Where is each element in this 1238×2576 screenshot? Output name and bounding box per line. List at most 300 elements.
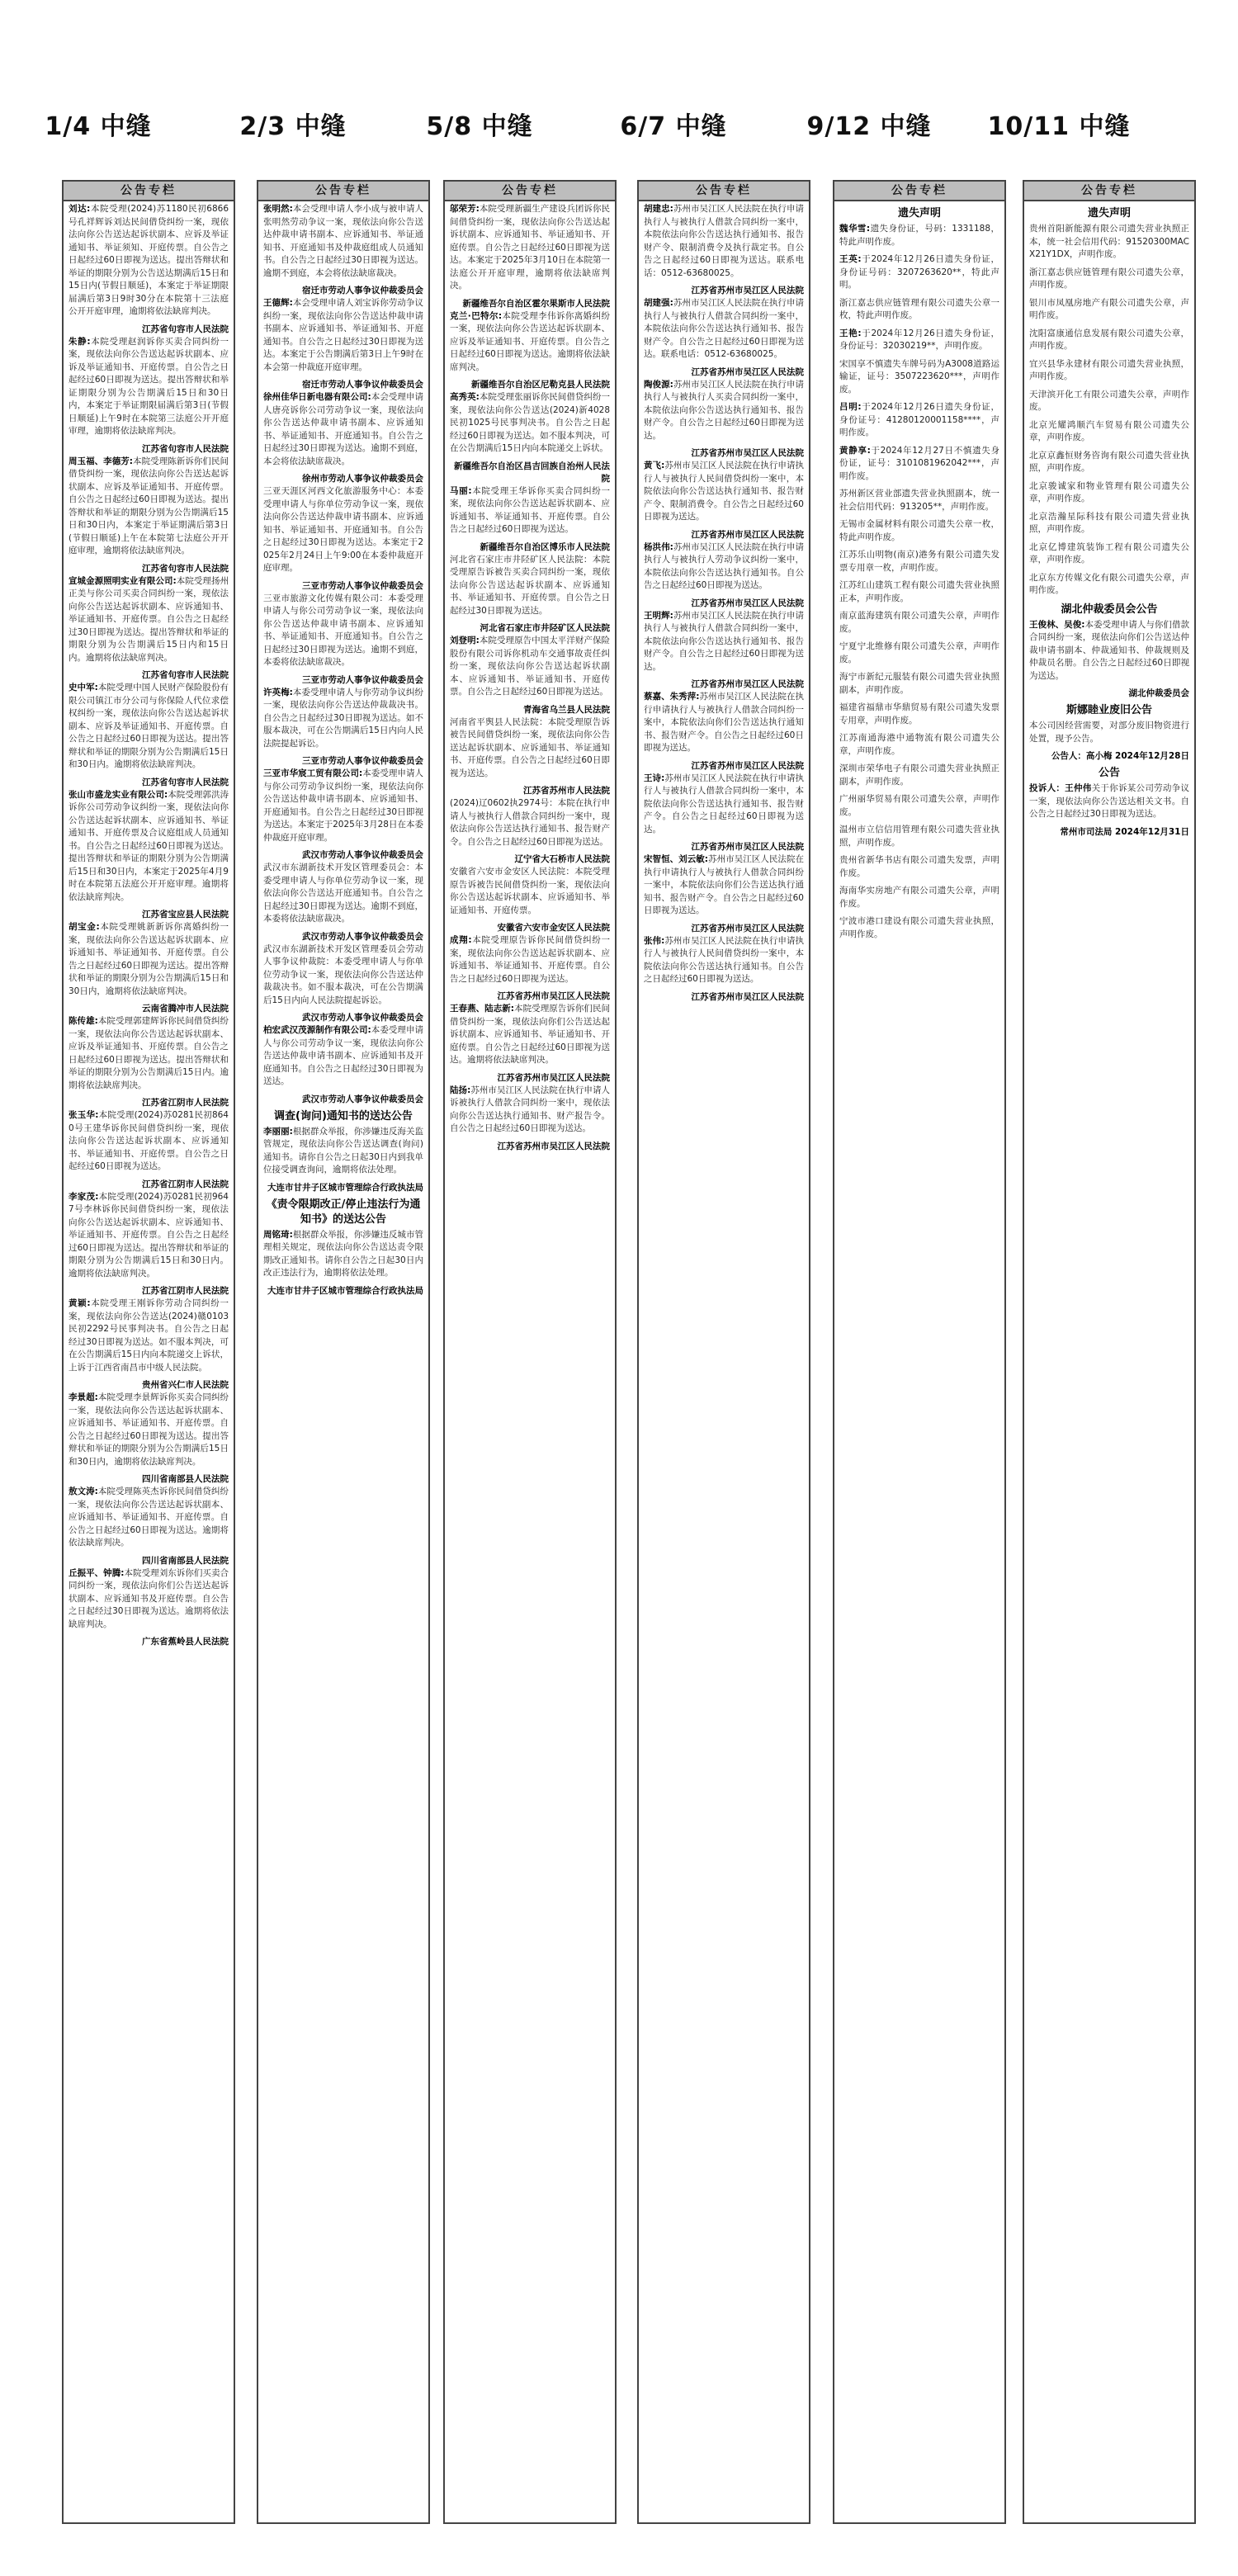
notice-paragraph	[1029, 419, 1189, 445]
issuer-signature: 江苏省句容市人民法院	[142, 777, 229, 787]
notice-column	[637, 180, 810, 2524]
notice-paragraph	[69, 1191, 229, 1281]
notice-paragraph	[69, 1392, 229, 1468]
section-heading: 《责令限期改正/停止违法行为通知书》的送达公告	[266, 1198, 421, 1226]
notice-addressee: 宣城金源照明实业有限公司:	[69, 575, 177, 586]
notice-paragraph	[1029, 328, 1189, 353]
notice-addressee: 王明辉:	[644, 610, 673, 621]
notice-body: 本院受理王华诉你买卖合同纠纷一案，现依法向你公告送达起诉状副本、应诉通知书、举证通知书、开庭传票。自公告之日起经过60日即视为送达。	[450, 485, 610, 534]
issuer-signature: 江苏省江阴市人民法院	[142, 1179, 229, 1189]
section-heading: 调查(询问)通知书的送达公告	[274, 1109, 413, 1123]
issuer-signature: 三亚市劳动人事争议仲裁委员会	[302, 580, 423, 591]
notice-body: 南京蓝海建筑有限公司遗失公章，声明作废。	[839, 611, 999, 634]
notice-addressee: 王德辉:	[263, 298, 293, 308]
column-body	[64, 201, 234, 1648]
notice-body: 银川市凤凰房地产有限公司遗失公章，声明作废。	[1029, 297, 1189, 320]
section-heading: 遗失声明	[1087, 207, 1131, 220]
notice-paragraph	[644, 541, 804, 593]
section-heading: 遗失声明	[897, 207, 941, 220]
issuer-signature: 安徽省六安市金安区人民法院	[497, 923, 610, 933]
notice-body: 宜兴县华永建材有限公司遗失营业执照，声明作废。	[1029, 358, 1189, 381]
notice-addressee: 黄静享:	[839, 445, 871, 456]
issuer-signature: 江苏省苏州市吴江区人民法院	[691, 448, 804, 458]
issuer-signature: 武汉市劳动人事争议仲裁委员会	[302, 1094, 423, 1104]
notice-body: 本院受理(2024)苏0281民初9647号李林诉你民间借贷纠纷一案，现依法向你公告送达起诉状副本、应诉通知书、举证通知书、开庭传票。自公告之日起经过60日即视为送达。提出答辩状和举证的期限分别为公告期满后15日和30日内。逾期将依法缺席判决。	[69, 1191, 229, 1279]
notice-addressee: 朱静:	[69, 336, 91, 347]
notice-paragraph	[644, 610, 804, 674]
notice-addressee: 黄颖:	[69, 1298, 91, 1308]
notice-paragraph	[1029, 480, 1189, 506]
notice-paragraph	[839, 640, 999, 666]
notice-addressee: 陈传雄:	[69, 1016, 98, 1026]
issuer-signature: 大连市甘井子区城市管理综合行政执法局	[267, 1182, 423, 1193]
notice-column	[62, 180, 235, 2524]
notice-paragraph	[1029, 572, 1189, 598]
issuer-signature: 宿迁市劳动人事争议仲裁委员会	[302, 286, 423, 295]
notice-addressee: 李家茂:	[69, 1191, 99, 1202]
notice-paragraph	[1029, 223, 1189, 262]
issuer-signature: 新疆维吾尔自治区尼勒克县人民法院	[471, 380, 610, 390]
notice-body: 苏州市吴江区人民法院在执行申请执行人与被执行人民间借贷纠纷一案中，本院依法向你公告送达执行通知书、报告财产令、限制消费令。自公告之日起经过60日即视为送达。	[644, 461, 805, 522]
notice-paragraph	[839, 671, 999, 697]
notice-paragraph	[69, 789, 229, 905]
issuer-signature: 江苏省句容市人民法院	[142, 443, 229, 454]
notice-body: 宁夏宁北维修有限公司遗失公章，声明作废。	[839, 641, 999, 664]
column-header-label: 2/3 中缝	[239, 112, 347, 141]
column-header-label: 6/7 中缝	[620, 112, 727, 141]
notice-paragraph	[263, 1126, 423, 1177]
notice-addressee: 李丽丽:	[263, 1126, 293, 1137]
notice-body: 北京京鑫恒财务咨询有限公司遗失营业执照，声明作废。	[1029, 450, 1189, 473]
notice-addressee: 徐州佳华日新电器有限公司:	[263, 392, 371, 402]
notice-body: 本院受理(2024)苏1180民初6866号孔祥辉诉刘达民间借贷纠纷一案，现依法向你公告送达起诉状副本、应诉及举证通知书、举证须知、开庭传票。自公告之日起经过60日即视为送达。提出答辩状和举证的期限分别为公告送达期满后15日和15日内(节假日顺延)，本案定于举证期限届满后第3日9时30分在本院第十三法庭公开开庭审理，逾期将依法缺席判决。	[69, 204, 229, 316]
notice-paragraph	[1029, 782, 1189, 821]
notice-paragraph	[69, 1109, 229, 1174]
notice-paragraph	[450, 1003, 610, 1067]
notice-paragraph	[839, 885, 999, 910]
issuer-signature: 江苏省苏州市吴江区人民法院	[691, 286, 804, 295]
notice-body: 广州丽华贸易有限公司遗失公章，声明作废。	[839, 794, 999, 817]
section-heading: 公告	[1098, 767, 1120, 779]
notice-addressee: 陆扬:	[450, 1085, 471, 1095]
notice-paragraph	[839, 401, 999, 440]
notice-paragraph	[263, 1229, 423, 1280]
issuer-signature: 新疆维吾尔自治区博乐市人民法院	[480, 541, 610, 552]
notice-body: 河北省石家庄市井陉矿区人民法院：本院受理原告诉被告买卖合同纠纷一案，现依法向你公告送达起诉状副本、应诉通知书、举证通知书、开庭传票。自公告之日起经过30日即视为送达。	[450, 554, 610, 616]
notice-addressee: 王英:	[839, 254, 862, 264]
column-title: 公告专栏	[834, 182, 1004, 201]
notice-addressee: 敖文涛:	[69, 1487, 98, 1496]
notice-body: 本院受理郭建辉诉你民间借贷纠纷一案，现依法向你公告送达起诉状副本、应诉及举证通知书、开庭传票。自公告之日起经过60日即视为送达。提出答辩状和举证的期限分别为公告期满后15日内。逾期将依法缺席判决。	[69, 1016, 229, 1090]
notice-paragraph	[450, 1085, 610, 1136]
column-header-label: 1/4 中缝	[45, 112, 152, 141]
notice-paragraph	[644, 935, 804, 986]
notice-paragraph	[644, 460, 804, 524]
notice-body: 宋国享不慎遗失车牌号码为A3008道路运输证，证号：3507223620***，声明作废。	[839, 358, 999, 395]
notice-paragraph	[450, 310, 610, 375]
notice-paragraph	[839, 854, 999, 880]
notice-paragraph	[644, 379, 804, 443]
notice-body: 本院受理郭洪涛诉你公司劳动争议纠纷一案，现依法向你公告送达起诉状副本、应诉通知书、举证通知书、开庭传票及合议庭组成人员通知书。自公告之日起经过60日即视为送达。提出答辩状和举证的期限分别为公告期满后15日和30日内，本案定于2025年4月9时在本院第五法庭公开开庭审理。逾期将依法缺席判决。	[69, 789, 229, 902]
notice-body: 苏州市吴江区人民法院在执行申请执行人与被执行人借款合同纠纷一案中，本院依法向你公告送达执行通知书、报告财产令。自公告之日起经过60日即视为送达。	[644, 773, 805, 834]
notice-body: 本委受理申请人与你们借款合同纠纷一案，现依法向你们公告送达仲裁申请书副本、仲裁通知书、仲裁规则及仲裁员名册。自公告之日起经过60日即视为送达。	[1029, 619, 1189, 681]
issuer-signature: 江苏省苏州市吴江区人民法院	[497, 991, 610, 1001]
notice-addressee: 王春燕、陆志新:	[450, 1004, 515, 1014]
notice-paragraph	[450, 391, 610, 456]
notice-paragraph	[69, 456, 229, 558]
notice-paragraph	[450, 716, 610, 781]
notice-column	[833, 180, 1006, 2524]
issuer-signature: 武汉市劳动人事争议仲裁委员会	[302, 1013, 423, 1023]
notice-paragraph	[69, 1297, 229, 1374]
notice-body: 苏州新区营业部遗失营业执照副本，统一社会信用代码：913205**，声明作废。	[839, 489, 999, 512]
issuer-signature: 云南省腾冲市人民法院	[142, 1004, 229, 1014]
notice-paragraph	[263, 391, 423, 468]
notice-paragraph	[644, 691, 804, 755]
notice-paragraph	[263, 485, 423, 575]
notice-body: 根据群众举报，你涉嫌违反海关监管规定，现依法向你公告送达调查(询问)通知书。请你自公告之日起30日内到我单位接受调查询问，逾期将依法处理。	[263, 1126, 424, 1175]
notice-addressee: 张玉华:	[69, 1110, 99, 1120]
notice-body: 沈阳富康通信息发展有限公司遗失公章，声明作废。	[1029, 328, 1189, 351]
notice-paragraph	[263, 862, 423, 926]
notice-column-frame	[637, 180, 810, 2524]
notice-addressee: 吕明:	[839, 402, 862, 412]
issuer-signature: 常州市司法局 2024年12月31日	[1060, 826, 1189, 837]
issuer-signature: 贵州省兴仁市人民法院	[142, 1380, 229, 1390]
notice-paragraph	[450, 866, 610, 917]
notice-paragraph	[839, 763, 999, 788]
notice-paragraph	[1029, 541, 1189, 567]
notice-paragraph	[644, 773, 804, 837]
notice-body: 本院受理刘东诉你们买卖合同纠纷一案，现依法向你们公告送达起诉状副本、应诉通知书及开庭传票。自公告之日起经过30日即视为送达。逾期将依法缺席判决。	[69, 1567, 229, 1629]
notice-addressee: 许英梅:	[263, 687, 293, 697]
issuer-signature: 江苏省苏州市吴江区人民法院	[691, 842, 804, 852]
notice-addressee: 高秀英:	[450, 392, 480, 402]
notice-body: 江苏乐山明物(南京)港务有限公司遗失发票专用章一枚，声明作废。	[839, 550, 999, 573]
notice-paragraph	[450, 797, 610, 848]
notice-addressee: 宋智恒、刘云敏:	[644, 854, 709, 864]
notice-column-frame	[62, 180, 235, 2524]
issuer-signature: 辽宁省大石桥市人民法院	[514, 854, 610, 864]
notice-body: 本会受理申请人唐亮诉你公司劳动争议一案，现依法向你公告送达仲裁申请书副本、应诉通知书、举证通知书、开庭通知书。自公告之日起经过30日即视为送达。逾期不到庭，本会将依法缺席裁决。	[263, 392, 423, 466]
issuer-signature: 江苏省苏州市吴江区人民法院	[691, 366, 804, 377]
notice-paragraph	[839, 488, 999, 513]
notice-body: 本院受理原告中国太平洋财产保险股份有限公司诉你机动车交通事故责任纠纷一案，现依法向你公告送达起诉状副本、应诉通知书、举证通知书、开庭传票。自公告之日起经过60日即视为送达。	[450, 636, 611, 697]
notice-paragraph	[839, 549, 999, 574]
notice-addressee: 李景超:	[69, 1392, 98, 1402]
notice-body: 根据群众举报，你涉嫌违反城市管理相关规定，现依法向你公告送达责令限期改正通知书。请你自公告之日起30日内改正违法行为，逾期将依法处理。	[263, 1229, 424, 1278]
notice-body: 本院受理原告诉你民间借贷纠纷一案，现依法向你公告送达起诉状副本、应诉通知书、举证通知书、开庭传票。自公告之日起经过60日即视为送达。	[450, 935, 610, 984]
notice-body: 武汉市东湖新技术开发区管理委员会：本委受理申请人与你单位劳动争议一案，现依法向你公告送达开庭通知书。自公告之日起经过30日即视为送达。逾期不到庭，本委将依法缺席裁决。	[263, 863, 423, 924]
issuer-signature: 宿迁市劳动人事争议仲裁委员会	[302, 380, 423, 390]
notice-body: 本院受理陈英杰诉你民间借贷纠纷一案，现依法向你公告送达起诉状副本、应诉通知书、举证通知书、开庭传票。自公告之日起经过60日即视为送达。逾期将依法缺席判决。	[69, 1487, 229, 1548]
issuer-signature: 江苏省宝应县人民法院	[142, 910, 229, 919]
notice-addressee: 陶俊源:	[644, 379, 673, 390]
notice-body: 于2024年12月27日不慎遗失身份证，证号：3101081962042***，声明作废。	[839, 445, 999, 481]
notice-paragraph	[644, 203, 804, 280]
notice-body: 温州市立信信用管理有限公司遗失营业执照，声明作废。	[839, 825, 999, 848]
notice-paragraph	[69, 682, 229, 772]
notice-body: 河南省平舆县人民法院：本院受理原告诉被告民间借贷纠纷一案，现依法向你公告送达起诉状副本、应诉通知书、举证通知书、开庭传票。自公告之日起经过60日即视为送达。	[450, 716, 610, 778]
notice-paragraph	[839, 579, 999, 605]
notice-paragraph	[839, 702, 999, 727]
notice-addressee: 魏华雪:	[839, 224, 871, 234]
notice-body: 安徽省六安市金安区人民法院：本院受理原告诉被告民间借贷纠纷一案，现依法向你公告送达起诉状副本、应诉通知书、举证通知书、开庭传票。	[450, 867, 610, 915]
column-header-row	[0, 106, 1238, 155]
notice-body: (2024)辽0602执2974号：本院在执行申请人与被执行人借款合同纠纷一案中，现依法向你公告送达执行通知书、报告财产令。自公告之日起经过60日即视为送达。	[450, 798, 610, 847]
issuer-signature: 河北省石家庄市井陉矿区人民法院	[480, 623, 610, 633]
notice-addressee: 黄飞:	[644, 461, 665, 470]
issuer-signature: 新疆维吾尔自治区霍尔果斯市人民法院	[462, 298, 610, 309]
issuer-signature: 四川省南部县人民法院	[142, 1474, 229, 1484]
notice-addressee: 王俊林、吴俊:	[1029, 619, 1085, 630]
issuer-signature: 江苏省苏州市吴江区人民法院	[497, 1072, 610, 1083]
notice-paragraph	[69, 1015, 229, 1092]
notice-paragraph	[263, 1024, 423, 1089]
notice-paragraph	[839, 518, 999, 544]
issuer-signature: 四川省南部县人民法院	[142, 1555, 229, 1566]
issuer-signature: 三亚市劳动人事争议仲裁委员会	[302, 756, 423, 766]
notice-paragraph	[1029, 358, 1189, 384]
notice-addressee: 柏宏武汉茂源制作有限公司:	[263, 1025, 371, 1035]
notice-addressee: 张山市盛龙实业有限公司:	[69, 789, 168, 800]
issuer-signature: 江苏省苏州市吴江区人民法院	[691, 991, 804, 1002]
column-body	[639, 201, 809, 1004]
column-header-label: 9/12 中缝	[806, 112, 932, 141]
notice-addressee: 成翔:	[450, 935, 472, 945]
notice-body: 武汉市东湖新技术开发区管理委员会劳动人事争议仲裁院：本委受理申请人与你单位劳动争议一案，现依法向你公告送达仲裁裁决书。如不服本裁决，可在公告期满后15日内向人民法院提起诉讼。	[263, 943, 423, 1005]
issuer-signature: 江苏省句容市人民法院	[142, 563, 229, 574]
notice-body: 深圳市荣华电子有限公司遗失营业执照正副本，声明作废。	[839, 763, 999, 787]
column-body	[834, 201, 1004, 941]
notice-body: 江苏红山建筑工程有限公司遗失营业执照正本，声明作废。	[839, 580, 999, 603]
notice-body: 本院受理张丽诉你民间借贷纠纷一案，现依法向你公告送达(2024)新4028民初1025号民事判决书。自公告之日起经过60日即视为送达。如不服本判决，可在公告期满后15日内向本院递交上诉状。	[450, 392, 611, 453]
notice-body: 贵州省新华书店有限公司遗失发票，声明作废。	[839, 855, 999, 878]
issuer-signature: 江苏省苏州市吴江区人民法院	[691, 760, 804, 771]
notice-paragraph	[644, 853, 804, 918]
notice-body: 本院受理扬州正美与你公司买卖合同纠纷一案，现依法向你公告送达起诉状副本、应诉通知书、举证通知书、开庭传票。自公告之日起经过30日即视为送达。提出答辩状和举证的期限分别为公告期满后15日内和15日内。逾期将依法缺席判决。	[69, 575, 229, 663]
notice-paragraph	[263, 768, 423, 844]
column-body	[445, 201, 615, 1153]
notice-body: 浙江嘉志供应链管理有限公司遗失公章，声明作废。	[1029, 267, 1189, 290]
issuer-signature: 江苏省苏州市吴江区人民法院	[497, 1141, 610, 1151]
notice-body: 浙江嘉志供应链管理有限公司遗失公章一枚，特此声明作废。	[839, 297, 999, 320]
notice-body: 于2024年12月26日遗失身份证，身份证号：32030219**，声明作废。	[839, 328, 999, 351]
notice-body: 三亚天涯区河西文化旅游服务中心：本委受理申请人与你单位劳动争议一案，现依法向你公告送达仲裁申请书副本、应诉通知书、举证通知书、开庭通知书。自公告之日起经过30日即视为送达。本案定于2025年2月24日上午9:00在本委仲裁庭开庭审理。	[263, 486, 423, 573]
notice-paragraph	[1029, 297, 1189, 323]
notice-addressee: 胡宝金:	[69, 922, 100, 932]
notice-paragraph	[450, 635, 610, 699]
notice-body: 宁波市港口建设有限公司遗失营业执照，声明作废。	[839, 916, 999, 939]
notice-paragraph	[839, 793, 999, 819]
notice-body: 本院受理姚新新诉你离婚纠纷一案，现依法向你公告送达起诉状副本、应诉通知书、举证通知书、开庭传票。自公告之日起经过60日即视为送达。提出答辩状和举证的期限分别为公告期满后15日和30日内，逾期将依法缺席判决。	[69, 922, 229, 996]
issuer-signature: 武汉市劳动人事争议仲裁委员会	[302, 931, 423, 942]
notice-column	[257, 180, 430, 2524]
notice-paragraph	[839, 328, 999, 353]
notice-body: 苏州市吴江区人民法院在执行申请执行人与被执行人买卖合同纠纷一案中，本院依法向你公告送达执行通知书、报告财产令。自公告之日起经过60日即视为送达。	[644, 379, 805, 441]
notice-body: 本院受理李景辉诉你买卖合同纠纷一案，现依法向你公告送达起诉状副本、应诉通知书、举证通知书、开庭传票。自公告之日起经过60日即视为送达。提出答辩状和举证的期限分别为公告期满后15日和30日内，逾期将依法缺席判决。	[69, 1392, 229, 1467]
column-title: 公告专栏	[258, 182, 428, 201]
notice-body: 北京光耀鸿顺汽车贸易有限公司遗失公章，声明作废。	[1029, 419, 1189, 442]
issuer-signature: 江苏省句容市人民法院	[142, 324, 229, 334]
issuer-signature: 大连市甘井子区城市管理综合行政执法局	[267, 1285, 423, 1296]
notice-body: 本院受理赵润诉你买卖合同纠纷一案，现依法向你公告送达起诉状副本、应诉及举证通知书、开庭传票。自公告之日起经过60日即视为送达。提出答辩状和举证期限分别为公告期满后15日和30日内，本案定于举证期限届满后第3日(节假日顺延)上午9时在本院第三法庭公开开庭审理，逾期将依法缺席判决。	[69, 336, 229, 436]
notice-paragraph	[263, 943, 423, 1008]
notice-body: 天津滨开化工有限公司遗失公章，声明作废。	[1029, 389, 1189, 412]
notice-body: 贵州首阳新能源有限公司遗失营业执照正本，统一社会信用代码：91520300MACX21Y1DX，声明作废。	[1029, 224, 1189, 259]
notice-paragraph	[839, 445, 999, 484]
notice-body: 北京东方传媒文化有限公司遗失公章，声明作废。	[1029, 572, 1189, 595]
notice-paragraph	[1029, 389, 1189, 414]
notice-body: 本委受理申请人与你公司劳动争议一案，现依法向你公告送达仲裁申请书副本、应诉通知书及开庭通知书。自公告之日起经过30日即视为送达。	[263, 1025, 423, 1086]
notice-paragraph	[69, 921, 229, 998]
notice-body: 北京骏诚家和物业管理有限公司遗失公章，声明作废。	[1029, 480, 1189, 503]
notice-paragraph	[839, 732, 999, 758]
notice-addressee: 刘登明:	[450, 636, 480, 645]
notice-body: 苏州市吴江区人民法院在执行申请执行人与被执行人借款合同纠纷一案中，本院依法向你们公告送达执行通知书、报告财产令。自公告之日起经过60日即视为送达。	[644, 692, 804, 753]
notice-paragraph	[839, 358, 999, 397]
column-body	[1024, 201, 1194, 839]
notice-paragraph	[1029, 450, 1189, 475]
column-title: 公告专栏	[639, 182, 809, 201]
notice-body: 海宁市新纪元服装有限公司遗失营业执照副本，声明作废。	[839, 672, 999, 695]
notice-addressee: 张明然:	[263, 204, 293, 214]
notice-paragraph	[839, 824, 999, 849]
issuer-signature: 江苏省苏州市吴江区人民法院	[691, 529, 804, 540]
notice-body: 于2024年12月26日遗失身份证，身份证号：41280120001158****，声明作废。	[839, 402, 999, 437]
notice-addressee: 张伟:	[644, 935, 665, 946]
notice-body: 本院受理李伟诉你离婚纠纷一案，现依法向你公告送达起诉状副本、应诉及举证通知书、开庭传票。自公告之日起经过60日即视为送达。逾期将依法缺席判决。	[450, 310, 610, 372]
notice-addressee: 丘振平、钟腾:	[69, 1567, 125, 1578]
notice-paragraph	[1029, 619, 1189, 683]
issuer-signature: 江苏省江阴市人民法院	[142, 1098, 229, 1108]
notice-addressee: 史中军:	[69, 683, 98, 692]
issuer-signature: 武汉市劳动人事争议仲裁委员会	[302, 850, 423, 860]
issuer-signature: 江苏省句容市人民法院	[142, 670, 229, 680]
notice-addressee: 王诗:	[644, 773, 665, 783]
notice-body: 苏州市吴江区人民法院在执行申请执行人与被执行人借款合同纠纷一案中，本院依法向你公告送达执行通知书、报告财产令、限制消费令及执行裁定书。自公告之日起经过60日即视为送达。联系电话：0512-63680025。	[644, 204, 805, 278]
notice-body: 遗失身份证，号码：1331188，特此声明作废。	[839, 224, 1000, 247]
notice-body: 关于你诉某公司劳动争议一案，现依法向你公告送达相关文书。自公告之日起经过30日即视为送达。	[1029, 783, 1190, 819]
notice-body: 本院受理陈新诉你们民间借贷纠纷一案，现依法向你公告送达起诉状副本、应诉及举证通知书、开庭传票。自公告之日起经过60日即视为送达。提出答辩状和举证的期限分别为公告期满后15日和30日内，本案定于举证期满后第3日(节假日顺延)上午在本院第七法庭公开开庭审理，逾期将依法缺席判决。	[69, 456, 229, 555]
notice-paragraph	[1029, 267, 1189, 292]
notice-body: 本会受理申请人李小成与被申请人张明然劳动争议一案，现依法向你公告送达仲裁申请书副本、应诉通知书、举证通知书、开庭通知书及仲裁庭组成人员通知书。自公告之日起经过30日即视为送达。逾期不到庭，本会将依法缺席裁决。	[263, 204, 424, 278]
notice-paragraph	[839, 610, 999, 636]
notice-body: 本公司因经营需要，对部分废旧物资进行处置，现予公告。	[1029, 721, 1189, 744]
notice-column-frame	[443, 180, 617, 2524]
notice-paragraph	[69, 203, 229, 319]
notice-body: 江苏南通海港中通物流有限公司遗失公章，声明作废。	[839, 733, 999, 756]
notice-paragraph	[263, 203, 423, 280]
notice-addressee: 杨洪伟:	[644, 541, 673, 552]
issuer-signature: 湖北仲裁委员会	[1128, 688, 1189, 698]
notice-addressee: 蔡嘉、朱秀萍:	[644, 692, 700, 702]
notice-paragraph	[69, 1486, 229, 1550]
issuer-signature: 江苏省江阴市人民法院	[142, 1286, 229, 1296]
notice-body: 无锡市金属材料有限公司遗失公章一枚，特此声明作废。	[839, 519, 999, 542]
notice-addressee: 胡建强:	[644, 298, 673, 308]
notice-paragraph	[1029, 511, 1189, 536]
notice-body: 苏州市吴江区人民法院在执行申请执行人与被执行人借款合同纠纷一案中，本院依法向你公告送达执行通知书、报告财产令。自公告之日起经过60日即视为送达。联系电话：0512-63680025。	[644, 298, 805, 359]
column-title: 公告专栏	[64, 182, 234, 201]
notice-column-frame	[833, 180, 1006, 2524]
column-header-label: 5/8 中缝	[426, 112, 533, 141]
notice-body: 本院受理(2024)苏0281民初8640号王建华诉你民间借贷纠纷一案，现依法向你公告送达起诉状副本、应诉通知书、举证通知书、开庭传票。自公告之日起经过60日即视为送达。	[69, 1110, 229, 1171]
notice-addressee: 克兰·巴特尔:	[450, 310, 503, 321]
notice-addressee: 周玉福、李德芳:	[69, 456, 134, 466]
issuer-signature: 青海省乌兰县人民法院	[523, 704, 610, 715]
notice-paragraph	[450, 554, 610, 618]
notice-body: 苏州市吴江区人民法院在执行申请执行人与被执行人借款合同纠纷一案中，本院依法向你们公告送达执行通知书、报告财产令。自公告之日起经过60日即视为送达。	[644, 854, 805, 915]
notice-column-frame	[1023, 180, 1196, 2524]
notice-addressee: 马丽:	[450, 485, 472, 496]
notice-paragraph	[450, 203, 610, 293]
issuer-signature: 江苏省苏州市吴江区人民法院	[691, 598, 804, 608]
issuer-signature: 江苏省苏州市人民法院	[523, 786, 610, 796]
issuer-signature: 江苏省苏州市吴江区人民法院	[691, 923, 804, 934]
column-header-label: 10/11 中缝	[987, 112, 1131, 141]
notice-body: 本委受理申请人与你劳动争议纠纷一案，现依法向你公告送达仲裁裁决书。自公告之日起经过30日即视为送达。如不服本裁决，可在公告期满后15日内向人民法院提起诉讼。	[263, 687, 424, 749]
notice-addressee: 邬荣芳:	[450, 204, 480, 214]
notice-paragraph	[1029, 720, 1189, 745]
notice-body: 三亚市旅游文化传媒有限公司：本委受理申请人与你公司劳动争议一案，现依法向你公告送达仲裁申请书副本、应诉通知书、举证通知书、开庭通知书。自公告之日起经过30日即视为送达。逾期不到庭，本委将依法缺席裁决。	[263, 593, 423, 667]
notice-body: 北京浩瀚星际科技有限公司遗失营业执照，声明作废。	[1029, 511, 1189, 534]
issuer-signature: 新疆维吾尔自治区昌吉回族自治州人民法院	[454, 461, 610, 484]
notice-paragraph	[263, 593, 423, 669]
notice-body: 苏州市吴江区人民法院在执行申请执行人与被执行人借款合同纠纷一案中，本院依法向你公告送达执行通知书、报告财产令。自公告之日起经过60日即视为送达。	[644, 610, 805, 672]
notice-paragraph	[69, 336, 229, 438]
column-title: 公告专栏	[1024, 182, 1194, 201]
notice-paragraph	[644, 297, 804, 362]
notice-body: 海南华实房地产有限公司遗失公章，声明作废。	[839, 886, 999, 909]
column-body	[258, 201, 428, 1297]
notice-body: 苏州市吴江区人民法院在执行申请执行人与被执行人民间借贷纠纷一案中，本院依法向你公告送达执行通知书。自公告之日起经过60日即视为送达。	[644, 935, 805, 984]
notice-body: 本院受理中国人民财产保险股份有限公司镇江市分公司与你保险人代位求偿权纠纷一案，现依法向你公告送达起诉状副本、应诉及举证通知书、开庭传票。自公告之日起经过60日即视为送达。提出答辩状和举证的期限分别为公告期满后15日和30日内。逾期将依法缺席判决。	[69, 683, 229, 769]
column-title: 公告专栏	[445, 182, 615, 201]
notice-addressee: 胡建忠:	[644, 204, 673, 214]
notice-paragraph	[839, 223, 999, 248]
issuer-signature: 徐州市劳动人事争议仲裁委员会	[302, 474, 423, 484]
notice-paragraph	[839, 297, 999, 323]
notice-body: 本院受理王刚诉你劳动合同纠纷一案，现依法向你公告送达(2024)赣0103民初2292号民事判决书。自公告之日起经过30日即视为送达。如不服本判决，可在公告期满后15日内向本院递交上诉状，上诉于江西省南昌市中级人民法院。	[69, 1298, 229, 1373]
notice-addressee: 刘达:	[69, 204, 91, 214]
notice-body: 福建省福鼎市华鼎贸易有限公司遗失发票专用章，声明作废。	[839, 702, 999, 726]
notice-addressee: 王艳:	[839, 328, 862, 338]
notice-body: 本院受理新疆生产建设兵团诉你民间借贷纠纷一案，现依法向你公告送达起诉状副本、应诉通知书、举证通知书、开庭传票。自公告之日起经过60日即视为送达。本案定于2025年3月10日在本院第一法庭公开开庭审理，逾期将依法缺席判决。	[450, 204, 611, 291]
notice-body: 本委受理申请人与你公司劳动争议纠纷一案，现依法向你公告送达仲裁申请书副本、应诉通知书、开庭通知书。自公告之日起经过30日即视为送达。本案定于2025年3月28日在本委仲裁庭开庭审理。	[263, 768, 423, 843]
notice-addressee: 周铭琦:	[263, 1229, 293, 1240]
notice-column	[1023, 180, 1196, 2524]
notice-column	[443, 180, 617, 2524]
notice-paragraph	[450, 934, 610, 985]
issuer-signature: 广东省蕉岭县人民法院	[142, 1637, 229, 1647]
notice-paragraph	[69, 575, 229, 665]
section-heading: 斯娜睦业废旧公告	[1066, 704, 1152, 716]
notice-body: 苏州市吴江区人民法院在执行申请执行人与被执行人劳动争议纠纷一案中，本院依法向你公告送达执行通知书。自公告之日起经过60日即视为送达。	[644, 541, 805, 590]
notice-body: 北京亿博建筑装饰工程有限公司遗失公章，声明作废。	[1029, 541, 1189, 565]
notice-addressee: 三亚市华宸工贸有限公司:	[263, 768, 363, 778]
notice-column-frame	[257, 180, 430, 2524]
notice-paragraph	[69, 1567, 229, 1632]
issuer-signature: 江苏省苏州市吴江区人民法院	[691, 679, 804, 689]
notice-addressee: 投诉人：王仲伟	[1029, 783, 1092, 793]
notice-paragraph	[839, 915, 999, 941]
issuer-signature: 公告人：高小梅 2024年12月28日	[1051, 751, 1189, 761]
notice-paragraph	[263, 297, 423, 374]
notice-paragraph	[450, 485, 610, 536]
notice-paragraph	[263, 687, 423, 751]
notice-body: 于2024年12月26日遗失身份证，身份证号码：3207263620**，特此声明。	[839, 254, 999, 290]
